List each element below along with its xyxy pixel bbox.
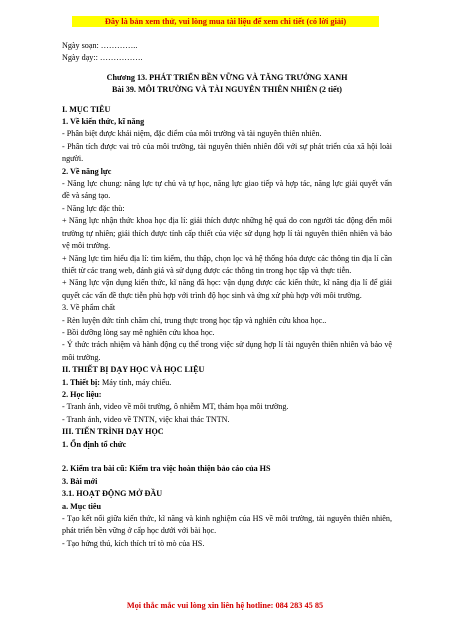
- section-heading: III. TIẾN TRÌNH DẠY HỌC: [62, 427, 164, 437]
- section-heading: I. MỤC TIÊU: [62, 104, 111, 114]
- paragraph: + Năng lực vận dụng kiến thức, kĩ năng đã học: vận dụng được các kiến thức, kĩ năng địa lí để giải quyết các vấn đề thực tiễn phù hợp với trình độ học sinh và ứng xử phù hợp với môi trường.: [62, 278, 392, 300]
- ngay-day: Ngày dạy:: …………….: [62, 53, 143, 63]
- paragraph: + Năng lực tìm hiểu địa lí: tìm kiếm, thu thập, chọn lọc và hệ thống hóa được các thông tin địa lí cần thiết từ các trang web, đánh giá và sử dụng được các thông tin trong học tập và thực tiễn.: [62, 253, 392, 275]
- equipment-label: 1. Thiết bị:: [62, 377, 100, 387]
- chapter-title: Chương 13. PHÁT TRIỂN BỀN VỮNG VÀ TĂNG TRƯỞNG XANH: [106, 72, 348, 82]
- hotline-banner: Mọi thắc mắc vui lòng xin liên hệ hotline: 084 283 45 85: [126, 601, 324, 610]
- equipment-value: Máy tính, máy chiếu.: [100, 377, 172, 387]
- subsection-heading: 3. Về phẩm chất: [62, 303, 116, 313]
- paragraph: - Ý thức trách nhiệm và hành động cụ thể trong việc sử dụng hợp lí tài nguyên thiên nhiên và bảo vệ môi trường.: [62, 340, 392, 362]
- subsection-heading: 3. Bài mới: [62, 476, 98, 486]
- subsection-heading: 2. Kiểm tra bài cũ: Kiểm tra việc hoàn thiện bảo cáo của HS: [62, 464, 271, 474]
- paragraph: - Bồi dưỡng lòng say mê nghiên cứu khoa học.: [62, 327, 215, 337]
- paragraph: - Phân biệt được khái niệm, đặc điểm của môi trường và tài nguyên thiên nhiên.: [62, 129, 322, 139]
- subsection-heading: 3.1. HOẠT ĐỘNG MỞ ĐẦU: [62, 489, 163, 499]
- section-heading: II. THIẾT BỊ DẠY HỌC VÀ HỌC LIỆU: [62, 365, 205, 375]
- equipment-line: [62, 377, 392, 389]
- paragraph: - Năng lực chung: năng lực tự chủ và tự học, năng lực giao tiếp và hợp tác, năng lực giải quyết vấn đề và sáng tạo.: [62, 179, 392, 201]
- document-body: [62, 40, 392, 550]
- subsection-heading: 2. Về năng lực: [62, 166, 112, 176]
- paragraph: - Tạo hứng thú, kích thích trí tò mò của HS.: [62, 538, 205, 548]
- paragraph: - Tranh ảnh, video về TNTN, việc khai thác TNTN.: [62, 414, 230, 424]
- paragraph: - Tranh ảnh, video về môi trường, ô nhiễm MT, thảm họa môi trường.: [62, 402, 289, 412]
- paragraph: - Rèn luyện đức tính chăm chỉ, trung thực trong học tập và nghiên cứu khoa học..: [62, 315, 327, 325]
- subsection-heading: 1. Về kiến thức, kĩ năng: [62, 117, 145, 127]
- subsection-heading: 1. Ổn định tổ chức: [62, 439, 127, 449]
- paragraph: - Năng lực đặc thù:: [62, 203, 125, 213]
- subsection-heading: a. Mục tiêu: [62, 501, 102, 511]
- lesson-title: Bài 39. MÔI TRƯỜNG VÀ TÀI NGUYÊN THIÊN NHIÊN (2 tiết): [112, 85, 342, 95]
- subsection-heading: 2. Học liệu:: [62, 389, 102, 399]
- paragraph: - Tạo kết nối giữa kiến thức, kĩ năng và kinh nghiệm của HS về môi trường, tài nguyên thiên nhiên, phát triển bền vững ở cấp học dưới với bài học.: [62, 514, 392, 536]
- preview-banner: Đây là bản xem thử, vui lòng mua tài liệu để xem chi tiết (có lời giải): [72, 16, 379, 27]
- paragraph: + Năng lực nhận thức khoa học địa lí: giải thích được những hệ quả do con người tác động đến môi trường tự nhiên; giải thích được tính cấp thiết của việc sử dụng hợp lí tài nguyên thiên nhiên và bảo vệ môi trường.: [62, 216, 392, 251]
- ngay-soan: Ngày soạn: …………..: [62, 41, 138, 50]
- paragraph: - Phân tích được vai trò của môi trường, tài nguyên thiên nhiên đối với sự phát triển của xã hội loài người.: [62, 141, 392, 164]
